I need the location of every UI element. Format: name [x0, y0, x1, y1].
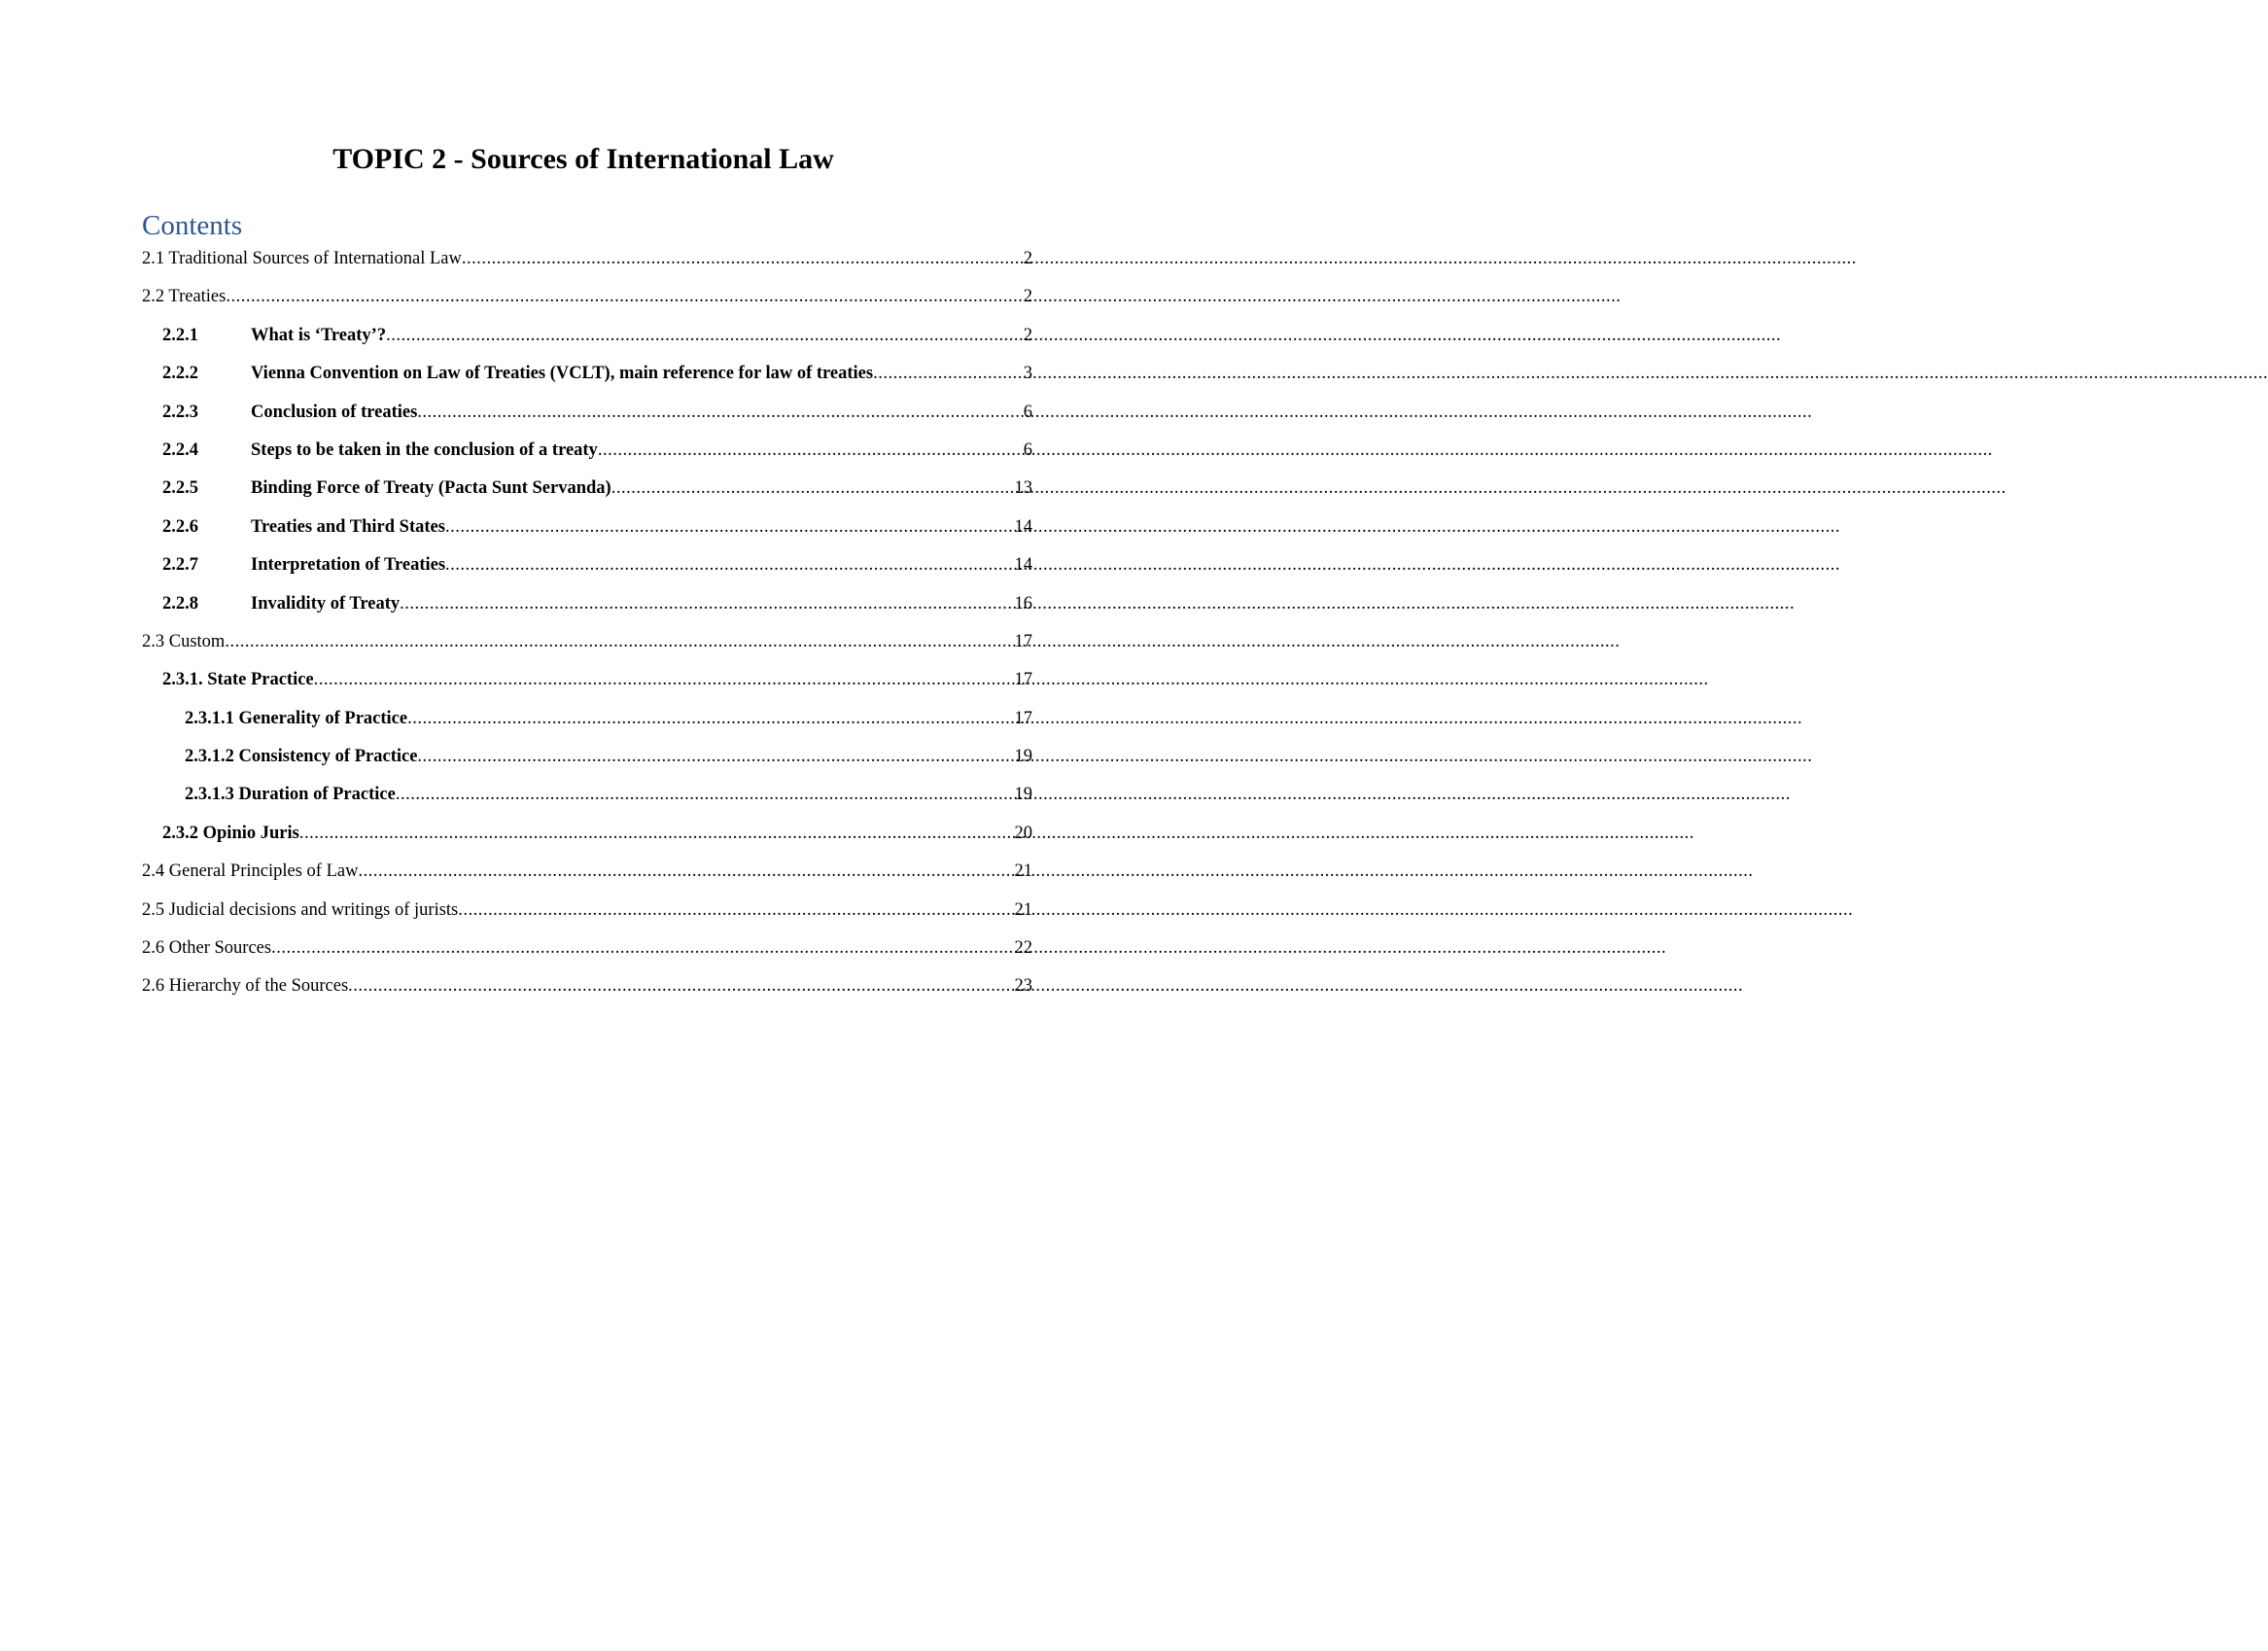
toc-entry-number: 2.2.1: [162, 325, 198, 345]
toc-leader-dots: [225, 630, 1013, 653]
toc-entry[interactable]: [142, 324, 1032, 362]
toc-entry-title: Interpretation of Treaties: [251, 555, 446, 576]
toc-entry[interactable]: [142, 285, 1032, 323]
toc-entry-title: 2.2 Treaties: [142, 287, 227, 307]
toc-page-number: 14: [1014, 516, 1032, 537]
toc-leader-dots: [358, 860, 1013, 883]
toc-page-number: 6: [1023, 402, 1032, 422]
toc-entry[interactable]: [142, 936, 1032, 974]
toc-entry-title: 2.3 Custom: [142, 631, 226, 651]
toc-entry[interactable]: [142, 476, 1032, 514]
toc-entry-title: What is ‘Treaty’?: [251, 325, 387, 345]
toc-page-number: 2: [1023, 287, 1032, 307]
toc-entry-title: 2.3.1.2 Consistency of Practice: [185, 747, 418, 767]
toc-page-number: 2: [1023, 325, 1032, 345]
toc-entry[interactable]: [142, 362, 1032, 400]
toc-page-number: 19: [1014, 785, 1032, 805]
toc-entry-title: 2.3.2 Opinio Juris: [162, 823, 299, 843]
toc-leader-dots: [386, 324, 1023, 347]
toc-page-number: 22: [1014, 938, 1032, 959]
toc-entry-number: 2.2.6: [162, 516, 198, 537]
toc-entry[interactable]: [142, 630, 1032, 668]
toc-entry-title: 2.6 Other Sources: [142, 938, 272, 959]
toc-entry[interactable]: [142, 515, 1032, 553]
toc-leader-dots: [226, 285, 1022, 308]
toc-entry-number: 2.2.7: [162, 555, 198, 576]
toc-leader-dots: [396, 783, 1014, 806]
toc-entry[interactable]: [142, 553, 1032, 591]
toc-leader-dots: [400, 592, 1013, 615]
toc-page-number: 2: [1023, 249, 1032, 268]
toc-entry-number: 2.2.8: [162, 593, 198, 614]
toc-leader-dots: [299, 822, 1014, 845]
toc-leader-dots: [407, 707, 1013, 730]
toc-entry[interactable]: [142, 668, 1032, 706]
toc-leader-dots: [873, 362, 1023, 385]
toc-entry[interactable]: [142, 745, 1032, 783]
toc-entry[interactable]: [142, 822, 1032, 860]
toc-leader-dots: [417, 745, 1013, 768]
toc-page-number: 17: [1014, 631, 1032, 651]
toc-entry[interactable]: [142, 592, 1032, 630]
toc-leader-dots: [458, 898, 1013, 922]
toc-leader-dots: [611, 476, 1014, 500]
toc-page-number: 17: [1014, 708, 1032, 728]
toc-entry-title: Conclusion of treaties: [251, 402, 418, 422]
toc-entry[interactable]: [142, 247, 1032, 285]
toc-entry-number: 2.2.4: [162, 439, 198, 460]
toc-entry[interactable]: [142, 860, 1032, 897]
toc-leader-dots: [445, 515, 1014, 539]
toc-entry[interactable]: [142, 783, 1032, 821]
toc-leader-dots: [445, 553, 1013, 577]
toc-entry-title: 2.4 General Principles of Law: [142, 861, 359, 882]
toc-page-number: 23: [1014, 976, 1032, 997]
toc-leader-dots: [314, 668, 1014, 691]
toc-page-number: 6: [1023, 439, 1032, 460]
toc-entry[interactable]: [142, 401, 1032, 439]
toc-leader-dots: [348, 974, 1013, 998]
document-title: TOPIC 2 - Sources of International Law: [332, 143, 834, 175]
toc-entry-title: 2.3.1. State Practice: [162, 670, 314, 690]
toc-page-number: 3: [1023, 364, 1032, 384]
toc-page-number: 16: [1014, 593, 1032, 614]
toc-entry[interactable]: [142, 439, 1032, 476]
toc-entry[interactable]: [142, 898, 1032, 936]
toc-entry-title: Steps to be taken in the conclusion of a treaty: [251, 439, 598, 460]
toc-page-number: 20: [1014, 823, 1032, 843]
toc-page-number: 17: [1014, 670, 1032, 690]
toc-page-number: 21: [1014, 899, 1032, 920]
toc-page-number: 19: [1014, 747, 1032, 767]
toc-entry-number: 2.2.5: [162, 478, 198, 499]
toc-entry-number: 2.2.2: [162, 364, 198, 384]
toc-entry-title: 2.6 Hierarchy of the Sources: [142, 976, 349, 997]
toc-entry-title: Binding Force of Treaty (Pacta Sunt Servanda): [251, 478, 611, 499]
toc-leader-dots: [417, 401, 1022, 424]
toc-entry-title: 2.5 Judicial decisions and writings of jurists: [142, 899, 459, 920]
toc-page-number: 21: [1014, 861, 1032, 882]
toc-entry-title: 2.1 Traditional Sources of International Law: [142, 249, 462, 268]
toc-entry-title: 2.3.1.1 Generality of Practice: [185, 708, 408, 728]
toc-entry-title: Treaties and Third States: [251, 516, 445, 537]
toc-page-number: 14: [1014, 555, 1032, 576]
toc-entry-title: Vienna Convention on Law of Treaties (VCLT), main reference for law of treaties: [251, 364, 874, 384]
toc-entry-title: 2.3.1.3 Duration of Practice: [185, 785, 396, 805]
table-of-contents: [142, 247, 1032, 1013]
toc-leader-dots: [271, 936, 1013, 960]
toc-leader-dots: [598, 439, 1023, 462]
toc-leader-dots: [462, 247, 1023, 270]
toc-entry-title: Invalidity of Treaty: [251, 593, 401, 614]
contents-heading: Contents: [142, 210, 243, 241]
toc-entry[interactable]: [142, 707, 1032, 745]
toc-entry-number: 2.2.3: [162, 402, 198, 422]
toc-page-number: 13: [1014, 478, 1032, 499]
toc-entry[interactable]: [142, 974, 1032, 1012]
